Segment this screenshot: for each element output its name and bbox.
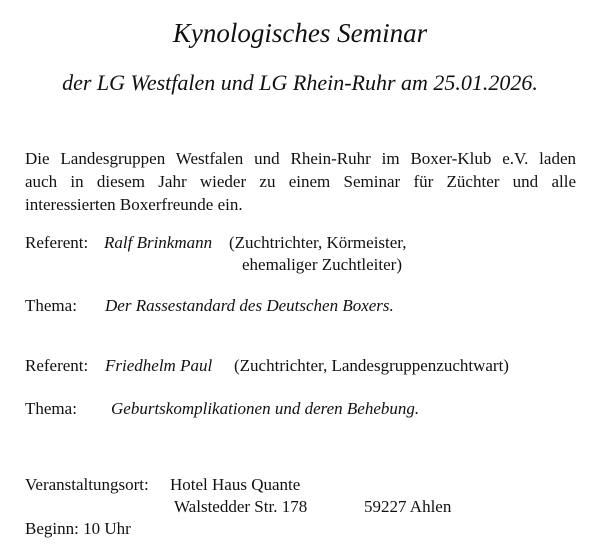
speaker-1-label: Referent: xyxy=(25,233,89,252)
speaker-1-topic: Der Rassestandard des Deutschen Boxers. xyxy=(105,296,394,315)
document-title: Kynologisches Seminar xyxy=(172,18,428,48)
venue-city: 59227 Ahlen xyxy=(364,497,452,516)
venue-label: Veranstaltungsort: xyxy=(25,475,149,494)
speaker-2-name: Friedhelm Paul xyxy=(105,356,213,375)
speaker-1-topic-label: Thema: xyxy=(25,296,77,315)
intro-line: auch in diesem Jahr wieder zu einem Seminar für Züchter und alle xyxy=(25,172,576,191)
speaker-1-role-line1: (Zuchtrichter, Körmeister, xyxy=(229,233,407,252)
start-time: Beginn: 10 Uhr xyxy=(25,519,131,538)
venue-name: Hotel Haus Quante xyxy=(170,475,301,494)
document-subtitle: der LG Westfalen und LG Rhein-Ruhr am 25.01.2026. xyxy=(62,70,538,95)
venue-street: Walstedder Str. 178 xyxy=(174,497,308,516)
intro-line: interessierten Boxerfreunde ein. xyxy=(25,195,243,214)
speaker-2-role: (Zuchtrichter, Landesgruppenzuchtwart) xyxy=(234,356,509,375)
speaker-2-label: Referent: xyxy=(25,356,89,375)
intro-line: Die Landesgruppen Westfalen und Rhein-Ruhr im Boxer-Klub e.V. laden xyxy=(25,149,576,168)
intro-paragraph xyxy=(25,147,576,216)
speaker-1-name: Ralf Brinkmann xyxy=(104,233,213,252)
speaker-2-topic: Geburtskomplikationen und deren Behebung. xyxy=(111,399,420,418)
speaker-1-role-line2: ehemaliger Zuchtleiter) xyxy=(242,255,402,274)
speaker-2-topic-label: Thema: xyxy=(25,399,77,418)
